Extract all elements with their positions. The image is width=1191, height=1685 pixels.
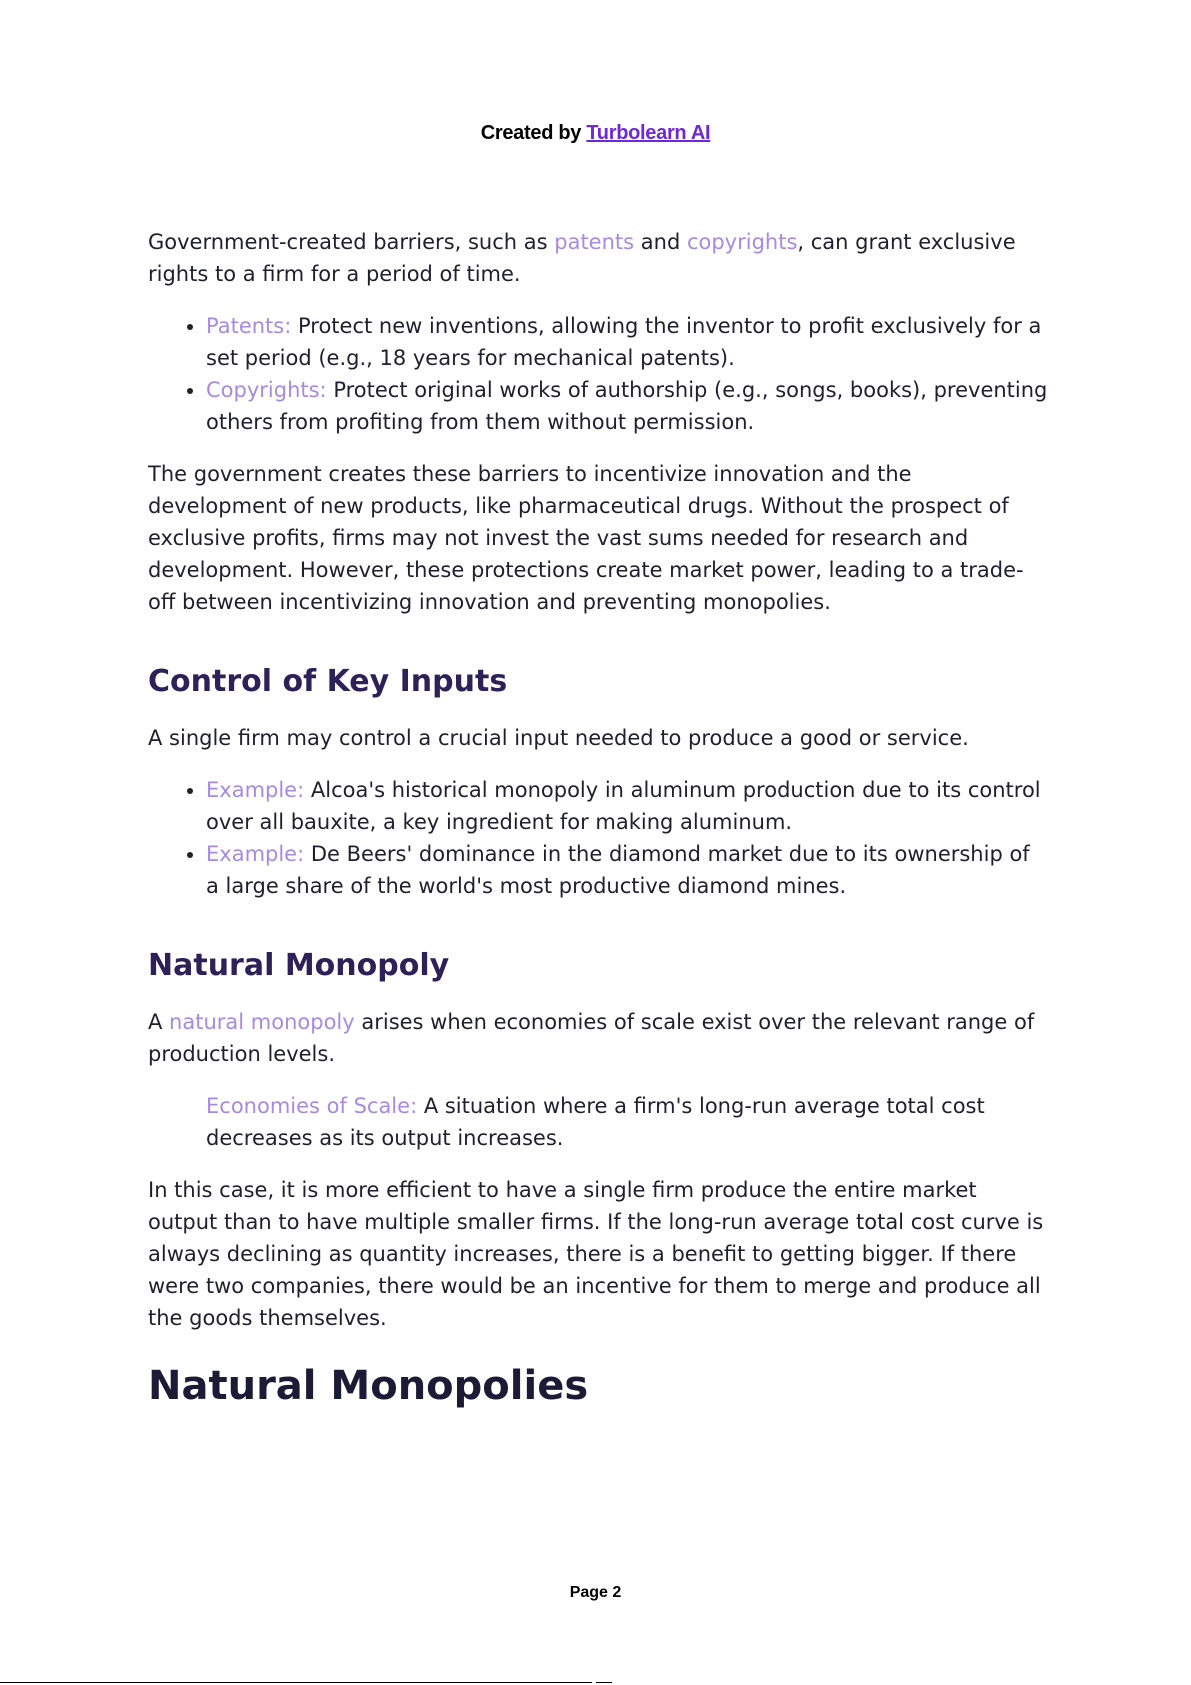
- incentive-paragraph: The government creates these barriers to incentivize innovation and the development of new products, like pharmaceutical drugs. Without the prospect of exclusive profits, firms may not invest the vast sums needed for research and development. However, these protections create market power, leading to a trade-off between incentivizing innovation and preventing monopolies.: [148, 462, 1024, 614]
- bottom-divider-segment: [596, 1682, 612, 1683]
- list-item: • Patents: Protect new inventions, allowing the inventor to profit exclusively for a set period (e.g., 18 years for mechanical patents).: [206, 310, 1048, 374]
- key-inputs-paragraph: A single firm may control a crucial input needed to produce a good or service.: [148, 726, 969, 750]
- example-list: [148, 774, 1048, 902]
- bottom-divider: [0, 1682, 592, 1683]
- header-prefix: Created by: [480, 122, 582, 144]
- page-number: Page 2: [569, 1584, 622, 1601]
- intro-paragraph: Government-created barriers, such as patents and copyrights, can grant exclusive rights to a firm for a period of time.: [148, 230, 1016, 286]
- list-item: • Example: De Beers' dominance in the diamond market due to its ownership of a large share of the world's most productive diamond mines.: [206, 838, 1048, 902]
- page-header: [0, 122, 1191, 145]
- heading-natural-monopolies: Natural Monopolies: [148, 1363, 589, 1409]
- efficiency-paragraph: In this case, it is more efficient to have a single firm produce the entire market output than to have multiple smaller firms. If the long-run average total cost curve is always declining as quantity increases, there is a benefit to getting bigger. If there were two companies, there would be an incentive for them to merge and produce all the goods themselves.: [148, 1178, 1044, 1330]
- term-patents: patents: [554, 230, 635, 254]
- term-copyrights: copyrights: [686, 230, 798, 254]
- heading-control-of-key-inputs: Control of Key Inputs: [148, 664, 508, 699]
- list-item: • Copyrights: Protect original works of authorship (e.g., songs, books), preventing others from profiting from them without permission.: [206, 374, 1048, 438]
- document-body: [148, 226, 1048, 1414]
- turbolearn-link[interactable]: Turbolearn AI: [586, 122, 711, 144]
- barrier-list: [148, 310, 1048, 438]
- list-item: • Example: Alcoa's historical monopoly in aluminum production due to its control over all bauxite, a key ingredient for making aluminum.: [206, 774, 1048, 838]
- term-natural-monopoly: natural monopoly: [169, 1010, 355, 1034]
- natural-monopoly-paragraph: A natural monopoly arises when economies of scale exist over the relevant range of production levels.: [148, 1010, 1035, 1066]
- definition-callout: Economies of Scale: A situation where a firm's long-run average total cost decreases as its output increases.: [206, 1094, 985, 1150]
- heading-natural-monopoly: Natural Monopoly: [148, 948, 450, 983]
